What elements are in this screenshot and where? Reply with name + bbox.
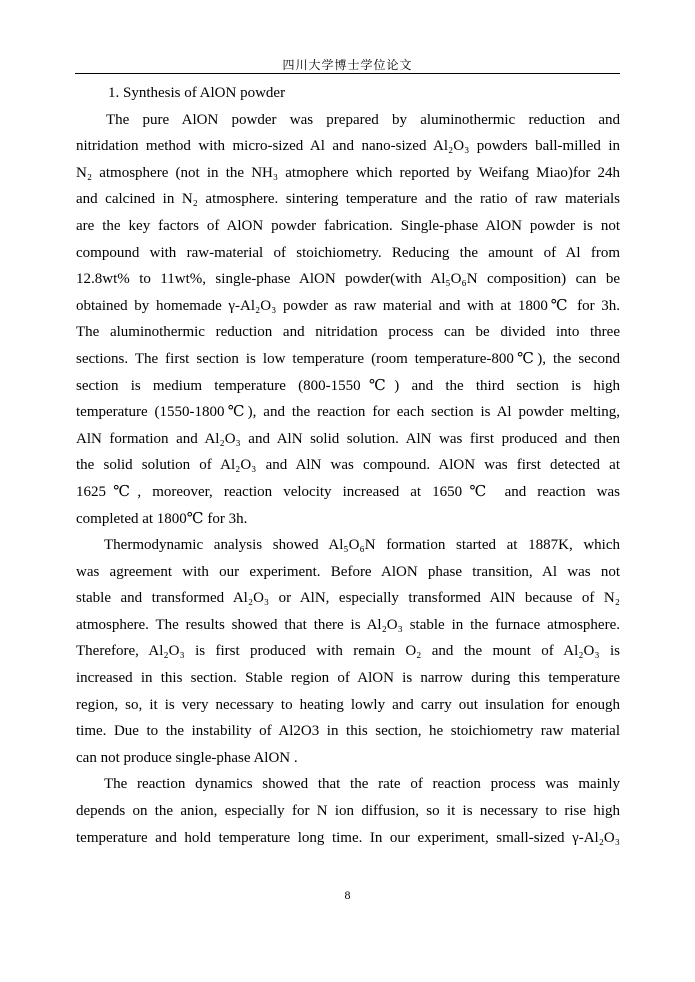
body-text bbox=[76, 80, 620, 851]
section-heading: 1. Synthesis of AlON powder bbox=[108, 85, 286, 101]
text-line: and calcined in N₂ atmosphere. sintering temperature and the ratio of raw materials bbox=[76, 191, 620, 208]
text-line: The reaction dynamics showed that the rate of reaction process was mainly bbox=[104, 776, 620, 793]
text-line: the solid solution of Al₂O₃ and AlN was compound. AlON was first detected at bbox=[76, 457, 620, 474]
text-line: nitridation method with micro-sized Al and nano-sized Al₂O₃ powders ball-milled in bbox=[76, 138, 620, 155]
text-line: increased in this section. Stable region of AlON is narrow during this temperature bbox=[76, 670, 620, 687]
header-rule bbox=[75, 73, 620, 74]
text-line: The pure AlON powder was prepared by aluminothermic reduction and bbox=[106, 111, 620, 128]
text-line: 1625℃, moreover, reaction velocity increased at 1650℃ and reaction was bbox=[76, 483, 620, 500]
text-line: AlN formation and Al₂O₃ and AlN solid solution. AlN was first produced and then bbox=[76, 430, 620, 447]
text-line: N₂ atmosphere (not in the NH₃ atmophere which reported by Weifang Miao)for 24h bbox=[76, 164, 620, 181]
text-line: compound with raw-material of stoichiometry. Reducing the amount of Al from bbox=[76, 244, 620, 261]
text-line: 12.8wt% to 11wt%, single-phase AlON powder(with Al₅O₆N composition) can be bbox=[76, 271, 620, 288]
text-line: was agreement with our experiment. Before AlON phase transition, Al was not bbox=[76, 563, 620, 580]
text-line: temperature (1550-1800℃), and the reaction for each section is Al powder melting, bbox=[76, 404, 620, 421]
text-line: are the key factors of AlON powder fabrication. Single-phase AlON powder is not bbox=[76, 217, 620, 234]
text-line: depends on the anion, especially for N ion diffusion, so it is necessary to rise high bbox=[76, 803, 620, 820]
text-line: can not produce single-phase AlON . bbox=[76, 749, 298, 766]
text-line: obtained by homemade γ-Al₂O₃ powder as raw material and with at 1800℃ for 3h. bbox=[76, 297, 620, 314]
text-line: Therefore, Al₂O₃ is first produced with remain O₂ and the mount of Al₂O₃ is bbox=[76, 643, 620, 660]
text-line: Thermodynamic analysis showed Al₅O₆N formation started at 1887K, which bbox=[104, 537, 620, 554]
text-line: atmosphere. The results showed that there is Al₂O₃ stable in the furnace atmosphere. bbox=[76, 616, 620, 633]
text-line: completed at 1800℃ for 3h. bbox=[76, 510, 248, 527]
text-line: stable and transformed Al₂O₃ or AlN, especially transformed AlN because of N₂ bbox=[76, 590, 620, 607]
text-line: section is medium temperature (800-1550℃) and the third section is high bbox=[76, 377, 620, 394]
text-line: time. Due to the instability of Al2O3 in this section, he stoichiometry raw material bbox=[76, 723, 620, 740]
text-line: sections. The first section is low temperature (room temperature-800℃), the second bbox=[76, 350, 620, 367]
running-header: 四川大学博士学位论文 bbox=[282, 58, 413, 72]
page-number: 8 bbox=[344, 888, 351, 902]
text-line: temperature and hold temperature long time. In our experiment, small-sized γ-Al₂O₃ bbox=[76, 829, 620, 846]
text-line: The aluminothermic reduction and nitridation process can be divided into three bbox=[76, 324, 620, 341]
text-line: region, so, it is very necessary to heating lowly and carry out insulation for enough bbox=[76, 696, 620, 713]
